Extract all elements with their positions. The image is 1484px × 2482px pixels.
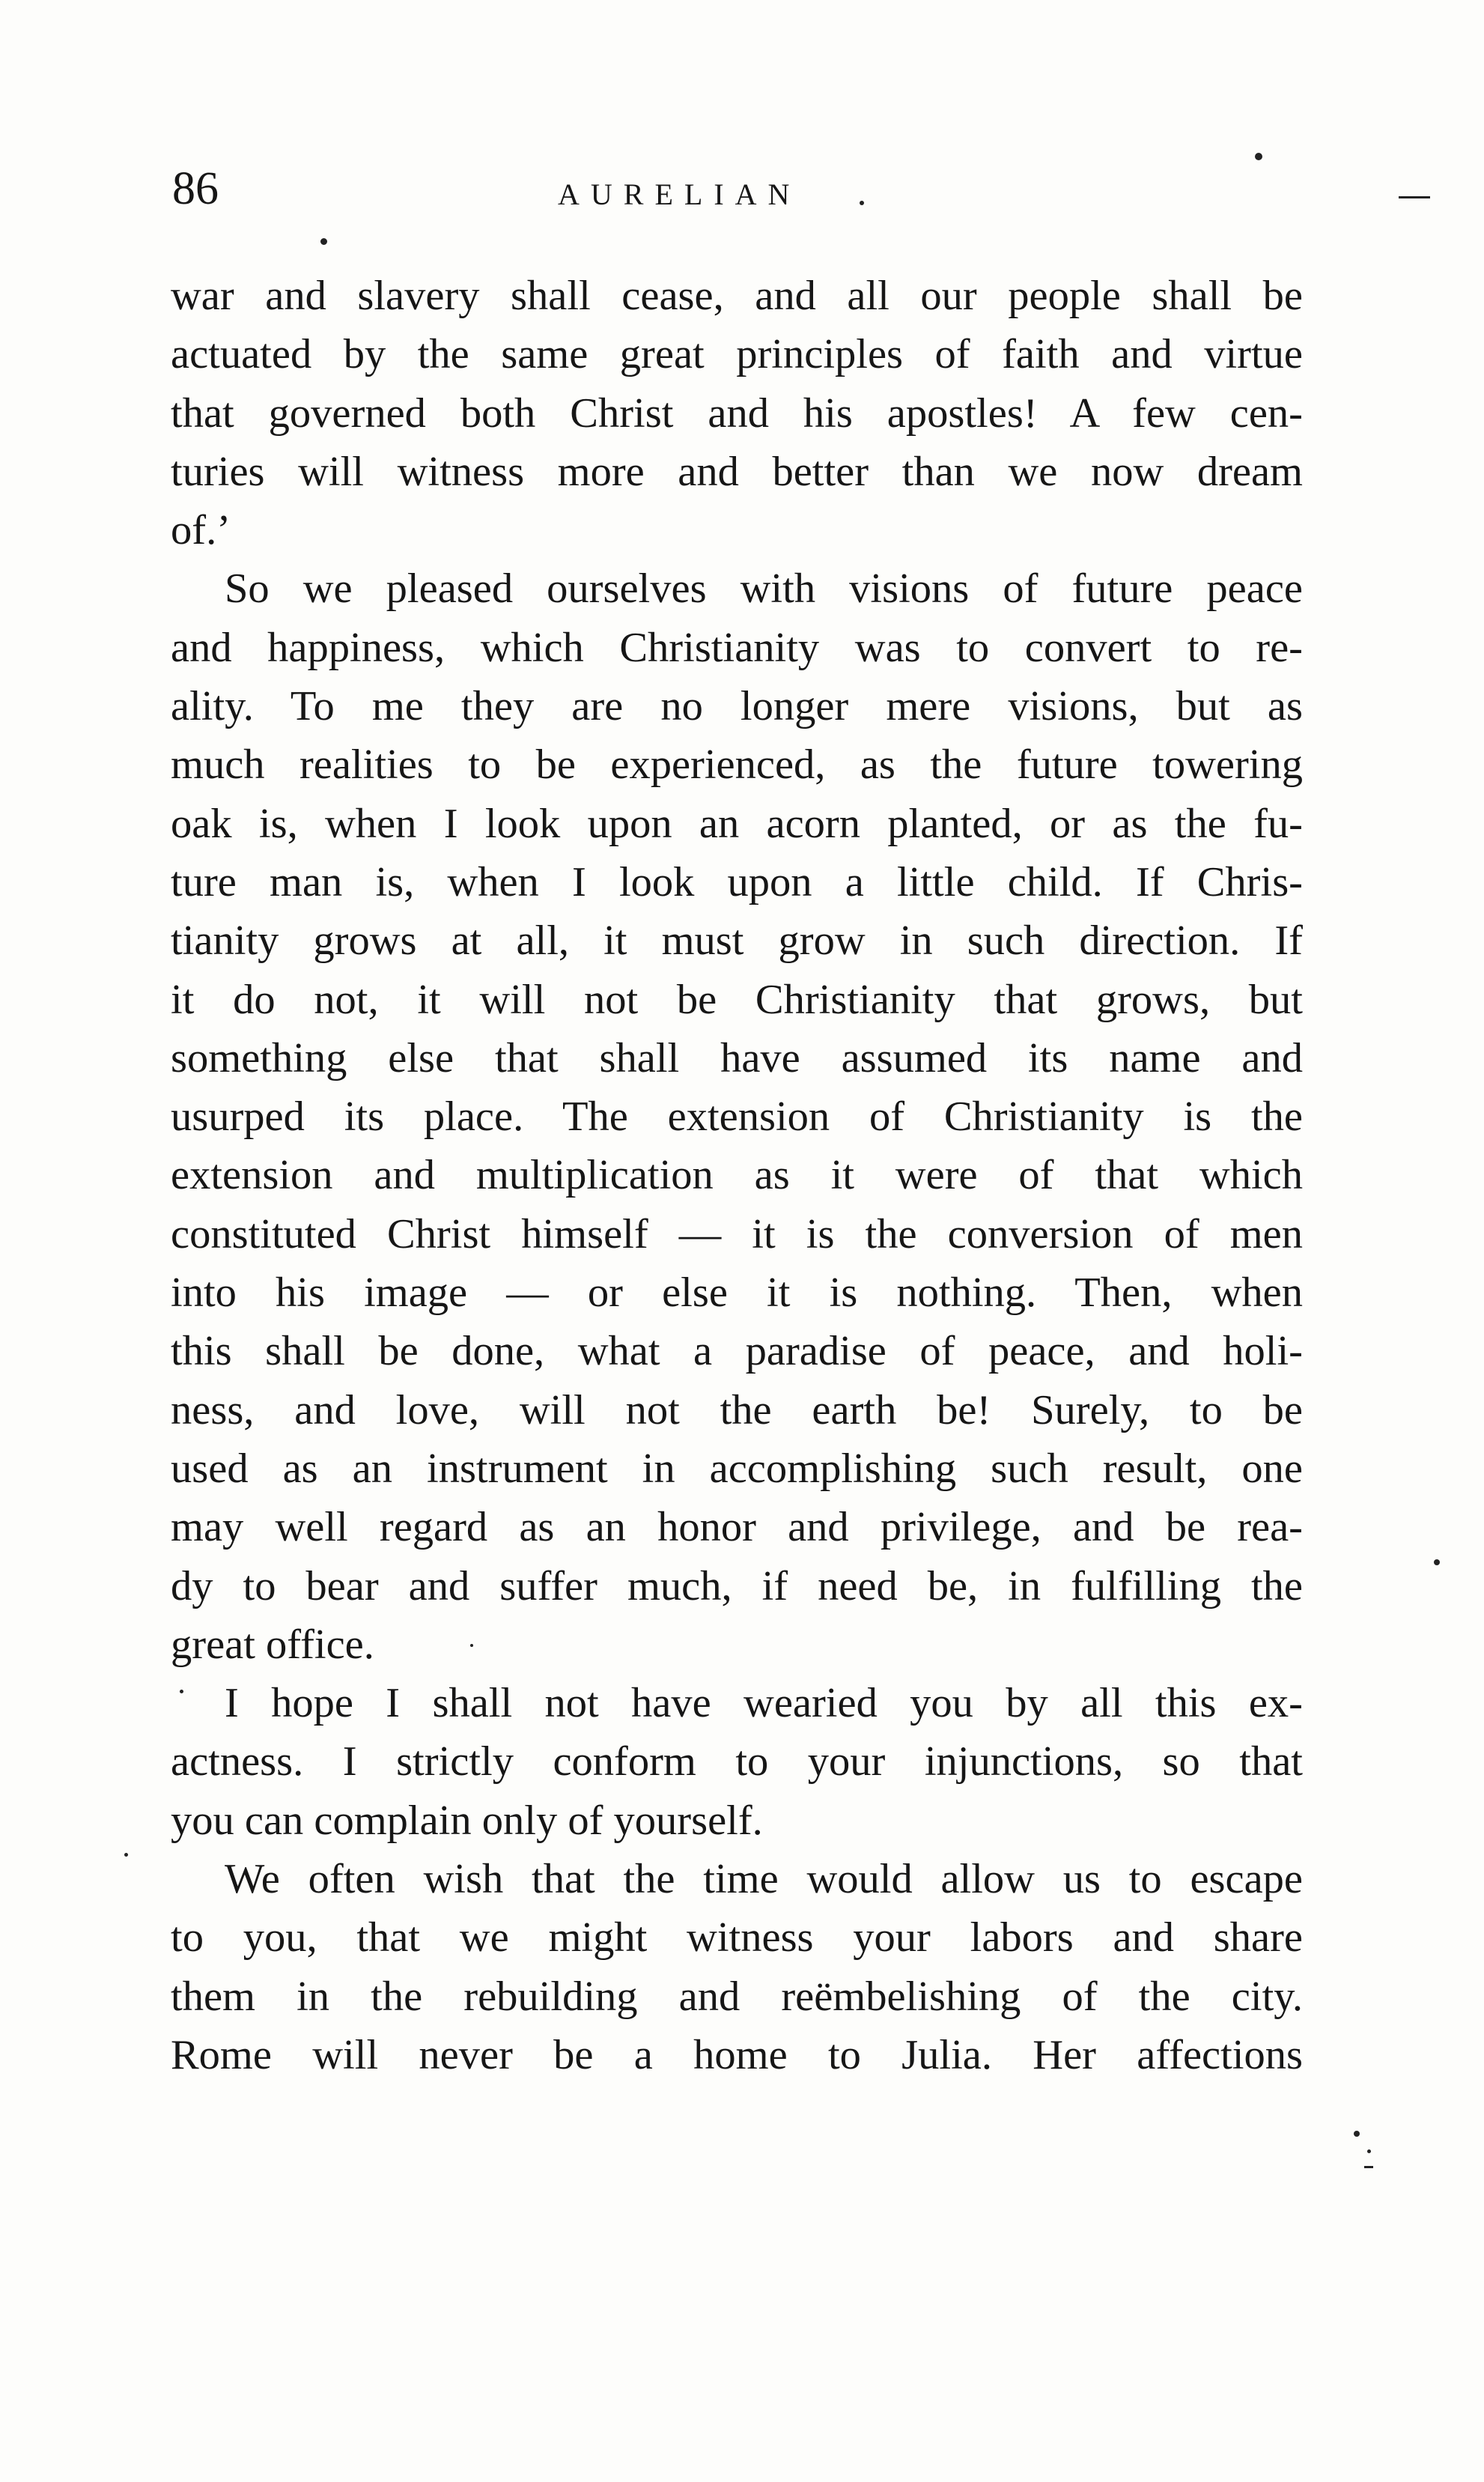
print-speck — [470, 1644, 473, 1647]
text-line: that governed both Christ and his apostles! A few cen- — [171, 389, 1303, 437]
text-line: used as an instrument in accomplishing such result, one — [171, 1445, 1303, 1492]
running-title: AURELIAN — [558, 177, 801, 211]
text-line: turies will witness more and better than we now dream — [171, 448, 1303, 495]
page-number: 86 — [172, 163, 219, 214]
text-line: something else that shall have assumed its name and — [171, 1034, 1303, 1081]
print-speck — [1255, 153, 1262, 160]
text-line: tianity grows at all, it must grow in such direction. If — [171, 917, 1303, 965]
print-speck — [124, 1853, 128, 1857]
text-line: of.’ — [171, 507, 231, 554]
print-speck — [1434, 1559, 1440, 1565]
text-line: actuated by the same great principles of faith and virtue — [171, 331, 1303, 378]
text-line: great office. — [171, 1621, 374, 1668]
margin-dash — [1399, 196, 1430, 198]
text-line: this shall be done, what a paradise of peace, and holi- — [171, 1328, 1303, 1375]
text-line: it do not, it will not be Christianity that grows, but — [171, 976, 1303, 1023]
margin-dash — [1364, 2166, 1373, 2168]
text-line: ality. To me they are no longer mere visions, but as — [171, 683, 1303, 730]
print-speck — [180, 1690, 183, 1693]
text-line: oak is, when I look upon an acorn planted, or as the fu- — [171, 800, 1303, 847]
text-line: usurped its place. The extension of Christianity is the — [171, 1093, 1303, 1141]
text-line: We often wish that the time would allow us to escape — [225, 1856, 1303, 1903]
text-line: extension and multiplication as it were of that which — [171, 1152, 1303, 1199]
text-line: I hope I shall not have wearied you by all this ex- — [225, 1680, 1303, 1727]
body-text — [171, 267, 1303, 2084]
text-line: and happiness, which Christianity was to convert to re- — [171, 624, 1303, 671]
text-line: to you, that we might witness your labors and share — [171, 1914, 1303, 1961]
print-speck — [320, 238, 327, 245]
print-speck — [860, 201, 864, 205]
text-line: war and slavery shall cease, and all our people shall be — [171, 273, 1303, 319]
text-line: much realities to be experienced, as the future towering — [171, 741, 1303, 789]
text-line: ture man is, when I look upon a little child. If Chris- — [171, 858, 1303, 905]
text-line: you can complain only of yourself. — [171, 1797, 763, 1844]
text-line: So we pleased ourselves with visions of future peace — [225, 565, 1303, 613]
text-line: them in the rebuilding and reëmbelishing of the city. — [171, 1973, 1303, 2020]
text-line: into his image — or else it is nothing. Then, when — [171, 1269, 1303, 1317]
text-line: may well regard as an honor and privilege, and be rea- — [171, 1504, 1303, 1551]
print-speck — [1367, 2149, 1371, 2153]
text-line: ness, and love, will not the earth be! Surely, to be — [171, 1386, 1303, 1433]
text-line: Rome will never be a home to Julia. Her affections — [171, 2031, 1303, 2078]
print-speck — [1354, 2131, 1360, 2137]
running-head — [172, 159, 1310, 219]
text-line: actness. I strictly conform to your injunctions, so that — [171, 1738, 1303, 1785]
text-line: constituted Christ himself — it is the conversion of men — [171, 1210, 1303, 1257]
text-line: dy to bear and suffer much, if need be, in fulfilling the — [171, 1562, 1303, 1609]
